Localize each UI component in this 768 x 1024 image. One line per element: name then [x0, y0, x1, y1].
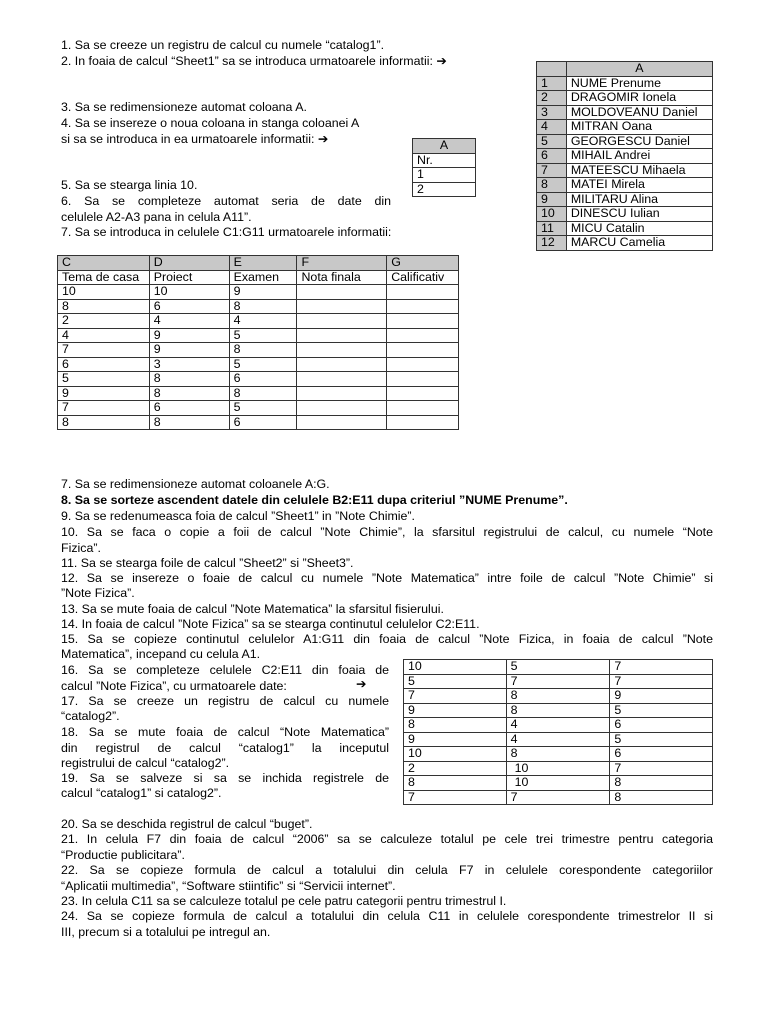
table-row	[537, 149, 713, 164]
instruction-24-cont: III, precum si a totalului pe intregul an.	[61, 925, 271, 939]
name-cell: MARCU Camelia	[566, 236, 712, 251]
row-number: 9	[537, 192, 567, 207]
instruction-10-cont: Fizica”.	[61, 541, 101, 555]
grade-cell	[297, 314, 387, 329]
table-row	[404, 689, 713, 704]
grade-cell: 5	[610, 703, 713, 718]
nr-cell: 1	[413, 168, 476, 183]
table-row	[404, 660, 713, 675]
grade-cell: 4	[506, 718, 610, 733]
grade-cell: 8	[229, 343, 297, 358]
row-number: 5	[537, 134, 567, 149]
row-number: 10	[537, 207, 567, 222]
table-row	[537, 221, 713, 236]
grade-cell: 8	[149, 386, 229, 401]
grade-cell: 4	[149, 314, 229, 329]
table-row	[413, 153, 476, 168]
grade-cell	[297, 328, 387, 343]
column-letter: E	[229, 256, 297, 271]
physics-table	[403, 659, 713, 805]
table-row	[404, 732, 713, 747]
grade-cell: 9	[404, 732, 507, 747]
grade-cell: 5	[58, 372, 150, 387]
row-number: 1	[537, 76, 567, 91]
header-row	[58, 256, 459, 271]
instruction-7: 7. Sa se introduca in celulele C1:G11 urmatoarele informatii:	[61, 225, 392, 239]
grade-cell: 8	[229, 386, 297, 401]
grade-cell: 7	[404, 790, 507, 805]
grade-cell: 4	[506, 732, 610, 747]
table-row	[58, 285, 459, 300]
instruction-16-cont: calcul ”Note Fizica”, cu urmatoarele date:	[61, 679, 287, 693]
grade-cell	[297, 401, 387, 416]
table-row	[537, 178, 713, 193]
name-cell: MOLDOVEANU Daniel	[566, 105, 712, 120]
instruction-16: 16. Sa se completeze celulele C2:E11 din foaia de	[61, 663, 389, 677]
grade-cell	[297, 372, 387, 387]
grades-table	[57, 255, 459, 430]
grade-cell: 8	[404, 776, 507, 791]
grade-cell: 7	[506, 674, 610, 689]
grade-cell: 8	[229, 299, 297, 314]
grade-cell: 6	[610, 747, 713, 762]
row-number: 8	[537, 178, 567, 193]
grade-cell: 8	[610, 776, 713, 791]
grade-cell	[387, 285, 459, 300]
instruction-4-cont: si sa se introduca in ea urmatoarele informatii: ➔	[61, 132, 329, 146]
arrow-right-icon: ➔	[356, 677, 367, 691]
grade-cell: 7	[610, 660, 713, 675]
table-row	[58, 357, 459, 372]
table-row	[404, 718, 713, 733]
instruction-17: 17. Sa se creeze un registru de calcul cu numele	[61, 694, 389, 708]
grade-cell: 9	[58, 386, 150, 401]
table-row	[58, 343, 459, 358]
table-row	[413, 182, 476, 197]
table-row	[537, 105, 713, 120]
table-row	[404, 703, 713, 718]
instruction-3: 3. Sa se redimensioneze automat coloana A.	[61, 100, 307, 114]
name-cell: MATEESCU Mihaela	[566, 163, 712, 178]
grade-cell: 8	[149, 372, 229, 387]
name-cell: MILITARU Alina	[566, 192, 712, 207]
table-row	[537, 91, 713, 106]
names-table	[536, 61, 713, 251]
grade-cell: 5	[229, 328, 297, 343]
nr-cell: 2	[413, 182, 476, 197]
grade-cell: 9	[229, 285, 297, 300]
grade-cell: 8	[58, 299, 150, 314]
instruction-21: 21. In celula F7 din foaia de calcul “2006” sa se calculeze totalul pe cele trei trimestre pentru categoria	[61, 832, 713, 846]
column-label: Nota finala	[297, 270, 387, 285]
grade-cell: 7	[404, 689, 507, 704]
grade-cell: 9	[149, 328, 229, 343]
table-row	[537, 192, 713, 207]
table-row	[58, 386, 459, 401]
instruction-15: 15. Sa se copieze continutul celulelor A1:G11 din foaia de calcul ”Note Fizica, in foaia de calcul ”Note	[61, 632, 713, 646]
instruction-22-cont: “Aplicatii multimedia”, “Software stiintific” si “Servicii internet”.	[61, 879, 396, 893]
column-letter: C	[58, 256, 150, 271]
grade-cell	[297, 343, 387, 358]
row-number: 12	[537, 236, 567, 251]
instruction-23: 23. In celula C11 sa se calculeze totalul pe cele patru categorii pentru trimestrul I.	[61, 894, 507, 908]
grade-cell: 8	[506, 689, 610, 704]
grade-cell: 10	[506, 776, 610, 791]
grade-cell: 10	[404, 747, 507, 762]
grade-cell: 6	[149, 299, 229, 314]
column-label: Examen	[229, 270, 297, 285]
grade-cell	[387, 299, 459, 314]
grade-cell: 7	[58, 343, 150, 358]
table-row	[404, 747, 713, 762]
grade-cell: 6	[229, 372, 297, 387]
name-cell: DRAGOMIR Ionela	[566, 91, 712, 106]
grade-cell: 4	[229, 314, 297, 329]
instruction-12: 12. Sa se insereze o foaie de calcul cu numele ”Note Matematica” intre foile de calcul ”Note Chimie” si	[61, 571, 713, 585]
table-row	[404, 776, 713, 791]
grade-cell	[387, 386, 459, 401]
instruction-6: 6. Sa se completeze automat seria de date din	[61, 194, 391, 208]
table-row	[58, 328, 459, 343]
column-letter: F	[297, 256, 387, 271]
instruction-8: 8. Sa se sorteze ascendent datele din celulele B2:E11 dupa criteriul ”NUME Prenume”.	[61, 493, 568, 507]
grade-cell: 7	[610, 674, 713, 689]
grade-cell	[297, 285, 387, 300]
table-row	[404, 761, 713, 776]
row-number: 11	[537, 221, 567, 236]
instruction-21-cont: “Productie publicitara”.	[61, 848, 185, 862]
grade-cell: 2	[58, 314, 150, 329]
table-row	[537, 236, 713, 251]
grade-cell: 7	[506, 790, 610, 805]
instruction-24: 24. Sa se copieze formula de calcul a totalului din celula C11 in celulele corespondente trimestrelor II si	[61, 909, 713, 923]
instruction-15-cont: Matematica”, incepand cu celula A1.	[61, 647, 261, 661]
instruction-4: 4. Sa se insereze o noua coloana in stanga coloanei A	[61, 116, 360, 130]
table-row	[58, 401, 459, 416]
instruction-12-cont: ”Note Fizica”.	[61, 586, 135, 600]
table-row	[537, 163, 713, 178]
grade-cell: 5	[229, 401, 297, 416]
name-cell: MIHAIL Andrei	[566, 149, 712, 164]
label-row	[58, 270, 459, 285]
name-cell: MATEI Mirela	[566, 178, 712, 193]
name-cell: DINESCU Iulian	[566, 207, 712, 222]
grade-cell: 7	[58, 401, 150, 416]
grade-cell: 5	[229, 357, 297, 372]
row-number: 4	[537, 120, 567, 135]
table-row	[537, 120, 713, 135]
table-row	[413, 168, 476, 183]
grade-cell	[387, 415, 459, 430]
instruction-11: 11. Sa se stearga foile de calcul ”Sheet2” si ”Sheet3”.	[61, 556, 354, 570]
grade-cell: 5	[506, 660, 610, 675]
grade-cell: 9	[404, 703, 507, 718]
table-row	[58, 314, 459, 329]
table-row	[58, 299, 459, 314]
row-number: 6	[537, 149, 567, 164]
nr-table	[412, 138, 476, 197]
column-label: Proiect	[149, 270, 229, 285]
instruction-19: 19. Sa se salveze si sa se inchida registrele de	[61, 771, 389, 785]
grade-cell: 10	[404, 660, 507, 675]
grade-cell: 6	[610, 718, 713, 733]
instruction-13: 13. Sa se mute foaia de calcul ”Note Matematica” la sfarsitul fisierului.	[61, 602, 444, 616]
nr-cell: Nr.	[413, 153, 476, 168]
instruction-17-cont: “catalog2”.	[61, 709, 120, 723]
table-row	[58, 415, 459, 430]
instruction-18: 18. Sa se mute foaia de calcul “Note Matematica”	[61, 725, 389, 739]
grade-cell: 5	[404, 674, 507, 689]
column-label: Tema de casa	[58, 270, 150, 285]
instruction-2: 2. In foaia de calcul “Sheet1” sa se introduca urmatoarele informatii: ➔	[61, 54, 447, 68]
grade-cell	[387, 328, 459, 343]
grade-cell: 8	[610, 790, 713, 805]
grade-cell: 10	[506, 761, 610, 776]
grade-cell	[297, 299, 387, 314]
grade-cell: 5	[610, 732, 713, 747]
grade-cell: 6	[229, 415, 297, 430]
grade-cell	[297, 357, 387, 372]
grade-cell: 8	[506, 747, 610, 762]
instruction-6-cont: celulele A2-A3 pana in celula A11”.	[61, 210, 252, 224]
instruction-10: 10. Sa se faca o copie a foii de calcul ”Note Chimie”, la sfarsitul registrului de calcul, cu numele “Note	[61, 525, 713, 539]
grade-cell: 4	[58, 328, 150, 343]
column-letter: D	[149, 256, 229, 271]
grade-cell: 8	[506, 703, 610, 718]
name-cell: NUME Prenume	[566, 76, 712, 91]
grade-cell: 8	[404, 718, 507, 733]
table-row	[537, 134, 713, 149]
grade-cell	[387, 401, 459, 416]
nr-col-header: A	[413, 139, 476, 154]
column-letter: G	[387, 256, 459, 271]
grade-cell: 10	[58, 285, 150, 300]
instruction-20: 20. Sa se deschida registrul de calcul “buget”.	[61, 817, 313, 831]
column-label: Calificativ	[387, 270, 459, 285]
grade-cell: 7	[610, 761, 713, 776]
grade-cell	[387, 314, 459, 329]
grade-cell: 8	[149, 415, 229, 430]
names-col-header: A	[566, 62, 712, 77]
grade-cell	[387, 357, 459, 372]
grade-cell: 6	[58, 357, 150, 372]
table-row	[404, 674, 713, 689]
row-number: 7	[537, 163, 567, 178]
row-number: 3	[537, 105, 567, 120]
grade-cell: 6	[149, 401, 229, 416]
table-row	[404, 790, 713, 805]
grade-cell: 9	[149, 343, 229, 358]
row-number: 2	[537, 91, 567, 106]
instruction-5: 5. Sa se stearga linia 10.	[61, 178, 198, 192]
instruction-18-cont: din registrul de calcul “catalog1” la inceputul	[61, 741, 389, 755]
table-row	[537, 207, 713, 222]
name-cell: GEORGESCU Daniel	[566, 134, 712, 149]
instruction-9: 9. Sa se redenumeasca foia de calcul ”Sheet1” in ”Note Chimie”.	[61, 509, 415, 523]
names-corner-cell	[537, 62, 567, 77]
instruction-7b: 7. Sa se redimensioneze automat coloanele A:G.	[61, 477, 330, 491]
grade-cell: 8	[58, 415, 150, 430]
name-cell: MITRAN Oana	[566, 120, 712, 135]
grade-cell: 2	[404, 761, 507, 776]
name-cell: MICU Catalin	[566, 221, 712, 236]
grade-cell	[297, 415, 387, 430]
grade-cell	[387, 372, 459, 387]
instruction-22: 22. Sa se copieze formula de calcul a totalului din celula F7 in celulele corespondente categoriilor	[61, 863, 713, 877]
table-row	[58, 372, 459, 387]
grade-cell	[387, 343, 459, 358]
grade-cell: 3	[149, 357, 229, 372]
grade-cell: 10	[149, 285, 229, 300]
instruction-14: 14. In foaia de calcul ”Note Fizica” sa se stearga continutul celulelor C2:E11.	[61, 617, 480, 631]
table-row	[537, 76, 713, 91]
instruction-18-cont2: registrului de calcul “catalog2”.	[61, 756, 230, 770]
grade-cell: 9	[610, 689, 713, 704]
grade-cell	[297, 386, 387, 401]
instruction-19-cont: calcul “catalog1” si catalog2”.	[61, 786, 222, 800]
instruction-1: 1. Sa se creeze un registru de calcul cu numele “catalog1”.	[61, 38, 385, 52]
